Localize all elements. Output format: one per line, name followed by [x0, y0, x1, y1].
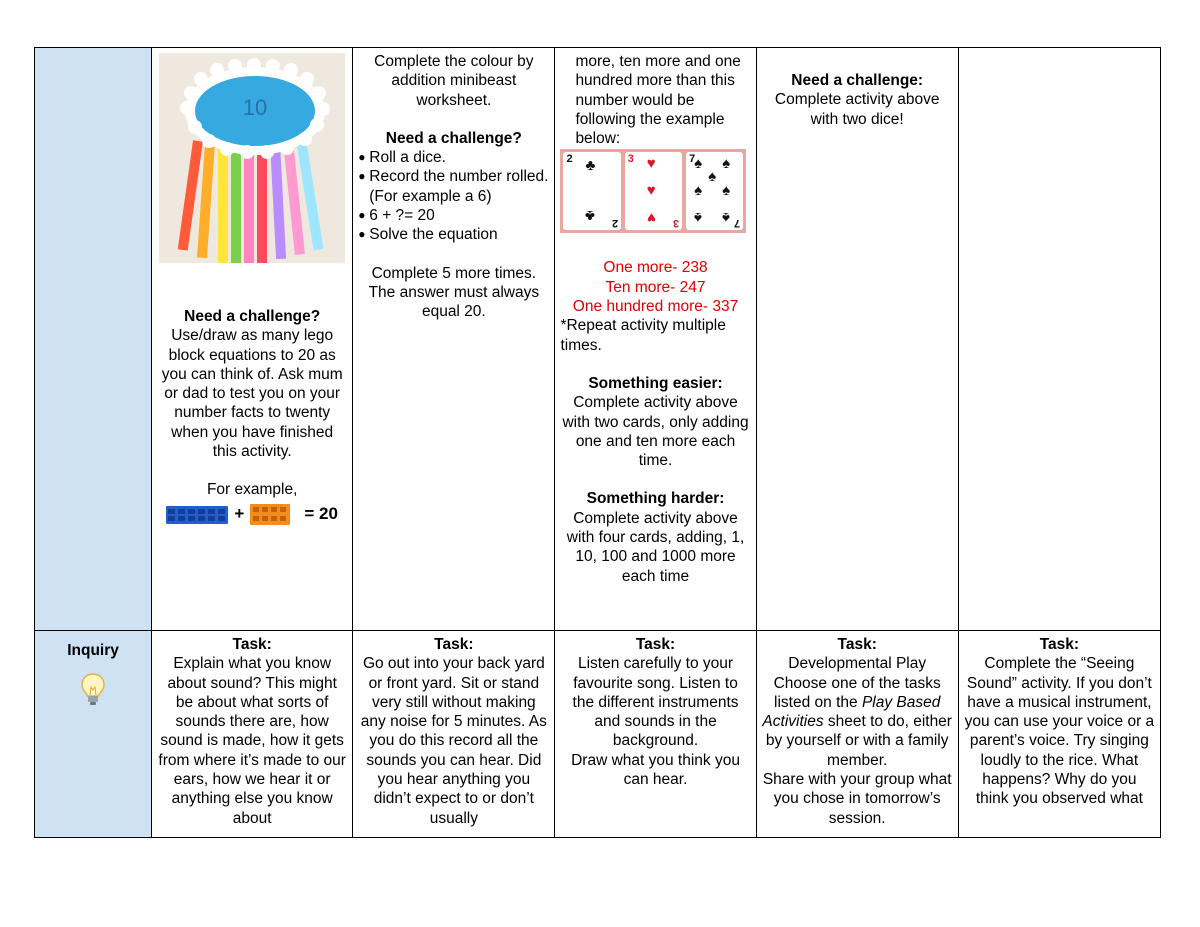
list-item: ● 6 + ?= 20 [358, 206, 549, 225]
answer-line: Ten more- 247 [605, 278, 706, 296]
rainbow-craft-photo [159, 53, 345, 263]
task-cell [152, 631, 353, 838]
activity-grid-page [34, 47, 1161, 838]
playing-card-spades [686, 152, 743, 230]
task-heading: Task: [837, 636, 877, 653]
inquiry-label-cell [35, 631, 152, 838]
repeat-note: *Repeat activity multiple times. [560, 317, 726, 354]
task-cell [958, 631, 1160, 838]
challenge-text: Complete activity above with two dice! [774, 91, 940, 128]
harder-heading: Something harder: [586, 490, 725, 508]
task-text: Complete the “Seeing Sound” activity. If you don’t have a musical instrument, you can use your voice or a parent’s voice. Try singing loudly to the rice. What happens? Why do you think you observed what [964, 655, 1155, 808]
row-label-cell [35, 48, 152, 631]
photo-number: 10 [242, 95, 268, 120]
heart-icon: ♥ [646, 182, 656, 200]
task-text-part: sheet to do, either by yourself or with a family member. [765, 713, 952, 769]
card-activity-intro: more, ten more and one hundred more than this number would be following the example below: [575, 53, 741, 148]
card-rank: 2 [566, 153, 573, 166]
task-text: Explain what you know about sound? This might be about what sorts of sounds there are, how sound is made, how it gets from where it’s made to our ears, how we hear it or anything else you know about [158, 655, 346, 827]
task-text: Draw what you think you can hear. [571, 751, 740, 789]
activity-table [34, 47, 1161, 838]
inquiry-row [35, 631, 1161, 838]
task-heading: Task: [434, 636, 474, 653]
orange-lego-brick-icon [250, 503, 290, 525]
spade-icon: ♠ [722, 155, 731, 173]
spade-icon: ♠ [722, 182, 731, 200]
club-icon: ♣ [585, 157, 596, 175]
card-rank: 3 [672, 217, 680, 230]
task-text [762, 674, 953, 770]
list-item: ● Solve the equation [358, 225, 549, 244]
heart-icon: ♥ [646, 209, 656, 227]
closing-instruction: Complete 5 more times. The answer must always equal 20. [368, 264, 540, 321]
example-label: For example, [206, 481, 298, 499]
rainbow-cloud-image [159, 53, 345, 263]
task-text-part: Choose one of the tasks listed on the [773, 674, 941, 711]
answer-line: One hundred more- 337 [572, 298, 739, 316]
task-cell [353, 631, 555, 838]
worksheet-instruction: Complete the colour by addition minibeast worksheet. [374, 53, 534, 109]
task-heading: Task: [635, 636, 676, 653]
challenge-text: Use/draw as many lego block equations to 20 as you can think of. Ask mum or dad to test you on your number facts to twenty when you have finished this activity. [161, 327, 343, 461]
card-rank: 3 [627, 153, 634, 166]
card-rank: 7 [734, 217, 741, 230]
task-text: Go out into your back yard or front yard. Sit or stand very still without making any noise for 5 minutes. As you do this record all the sounds you can hear. Did you hear anything you didn’t expect to or don’t usually [360, 655, 547, 827]
spade-icon: ♠ [694, 155, 703, 173]
inquiry-label: Inquiry [67, 642, 119, 659]
lego-equations-cell [152, 48, 353, 631]
spade-icon: ♠ [694, 182, 703, 200]
card-rank: 7 [689, 153, 696, 166]
spade-icon: ♠ [708, 168, 717, 186]
heart-icon: ♥ [646, 155, 656, 173]
equation-plus: + [234, 504, 245, 524]
card-number-cell [555, 48, 756, 631]
challenge-heading: Need a challenge? [184, 308, 321, 325]
task-cell [555, 631, 756, 838]
list-item: ● Roll a dice. [358, 148, 549, 167]
easier-heading: Something easier: [588, 374, 723, 392]
task-text: Listen carefully to your favourite song. Listen to the different instruments and sounds in the background. [572, 655, 739, 750]
list-item: ● Record the number rolled. (For example a 6) [358, 167, 549, 206]
task-text: Developmental Play [788, 655, 927, 673]
club-icon: ♣ [585, 207, 596, 225]
blue-lego-brick-icon [166, 504, 228, 524]
document-title: Play Based Activities [762, 693, 941, 731]
spade-icon: ♠ [694, 209, 703, 227]
spade-icon: ♠ [722, 209, 731, 227]
challenge-heading: Need a challenge? [385, 129, 522, 147]
challenge-steps-list [358, 148, 549, 244]
dice-challenge-cell [756, 48, 958, 631]
harder-text: Complete activity above with four cards, adding, 1, 10, 100 and 1000 more each time [566, 509, 745, 585]
task-heading: Task: [1039, 636, 1080, 653]
task-cell [756, 631, 958, 838]
lego-equation [157, 503, 347, 525]
lightbulb-icon [80, 672, 106, 706]
challenge-heading: Need a challenge: [791, 72, 924, 89]
answer-line: One more- 238 [603, 259, 708, 277]
task-heading: Task: [232, 636, 272, 653]
playing-card-hearts [625, 152, 682, 230]
card-rank: 2 [611, 217, 618, 230]
equation-result: = 20 [304, 504, 338, 524]
task-text: Share with your group what you chose in tomorrow’s session. [762, 771, 952, 827]
playing-card-clubs [563, 152, 620, 230]
easier-text: Complete activity above with two cards, only adding one and ten more each time. [562, 394, 749, 470]
playing-cards-example [560, 149, 746, 233]
empty-cell [958, 48, 1160, 631]
maths-row [35, 48, 1161, 631]
addition-worksheet-cell [353, 48, 555, 631]
